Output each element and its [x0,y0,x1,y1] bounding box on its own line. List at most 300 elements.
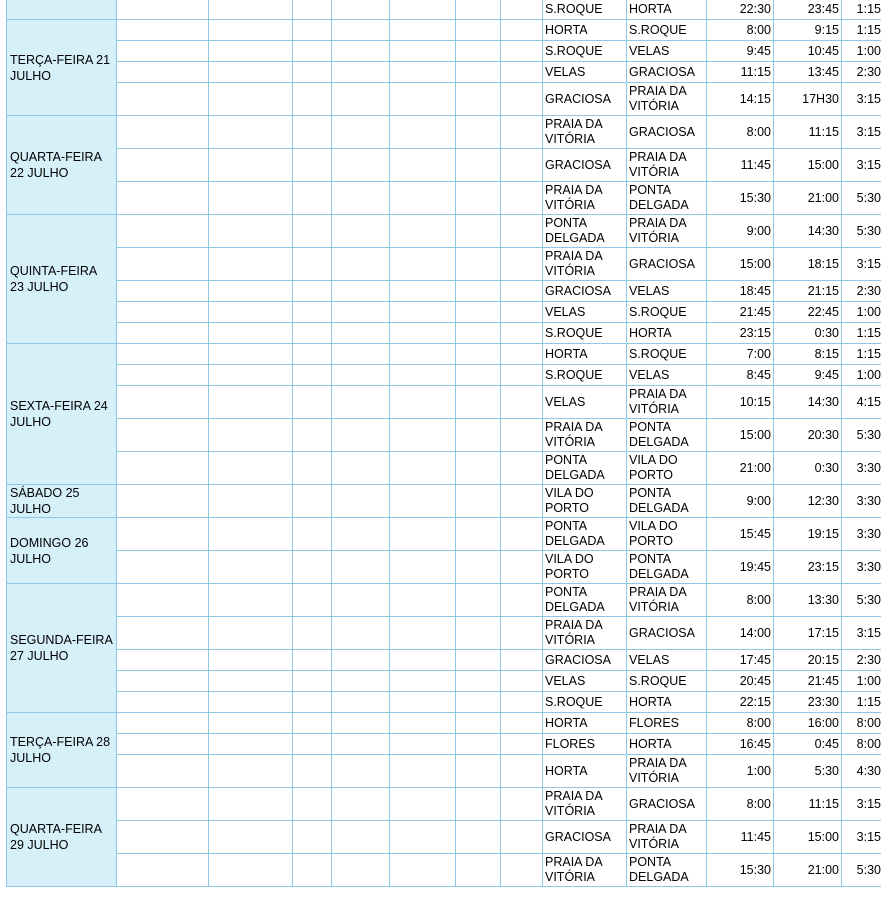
empty-cell [332,485,390,518]
duration-cell: 3:15 [842,149,881,182]
destination-cell: GRACIOSA [627,788,707,821]
table-row [7,419,881,452]
empty-cell [390,551,456,584]
origin-cell: PRAIA DA VITÓRIA [543,617,627,650]
departure-cell: 22:15 [707,692,774,713]
empty-cell [332,452,390,485]
departure-cell: 15:30 [707,854,774,887]
table-row [7,713,881,734]
empty-cell [117,821,209,854]
origin-cell: S.ROQUE [543,692,627,713]
empty-cell [117,584,209,617]
departure-cell: 21:45 [707,302,774,323]
empty-cell [117,62,209,83]
arrival-cell: 21:45 [774,671,842,692]
empty-cell [501,692,543,713]
arrival-cell: 18:15 [774,248,842,281]
empty-cell [293,821,332,854]
empty-cell [501,734,543,755]
empty-cell [209,485,293,518]
empty-cell [390,386,456,419]
origin-cell: PRAIA DA VITÓRIA [543,788,627,821]
arrival-cell: 23:30 [774,692,842,713]
empty-cell [293,182,332,215]
empty-cell [501,584,543,617]
arrival-cell: 21:00 [774,182,842,215]
departure-cell: 11:45 [707,821,774,854]
empty-cell [293,41,332,62]
empty-cell [456,755,501,788]
arrival-cell: 0:30 [774,452,842,485]
empty-cell [332,671,390,692]
destination-cell: PRAIA DA VITÓRIA [627,386,707,419]
empty-cell [293,485,332,518]
origin-cell: GRACIOSA [543,149,627,182]
empty-cell [390,182,456,215]
empty-cell [332,788,390,821]
empty-cell [293,755,332,788]
duration-cell: 1:15 [842,20,881,41]
empty-cell [501,323,543,344]
origin-cell: PRAIA DA VITÓRIA [543,116,627,149]
departure-cell: 20:45 [707,671,774,692]
empty-cell [456,323,501,344]
empty-cell [390,281,456,302]
empty-cell [390,116,456,149]
table-row [7,485,881,518]
empty-cell [390,650,456,671]
empty-cell [456,518,501,551]
origin-cell: PONTA DELGADA [543,215,627,248]
empty-cell [293,62,332,83]
table-row [7,551,881,584]
empty-cell [390,323,456,344]
destination-cell: PRAIA DA VITÓRIA [627,755,707,788]
destination-cell: PONTA DELGADA [627,182,707,215]
empty-cell [456,734,501,755]
origin-cell: PONTA DELGADA [543,518,627,551]
origin-cell: PRAIA DA VITÓRIA [543,248,627,281]
empty-cell [209,755,293,788]
empty-cell [332,41,390,62]
empty-cell [209,584,293,617]
empty-cell [117,215,209,248]
destination-cell: VILA DO PORTO [627,452,707,485]
table-row [7,365,881,386]
empty-cell [209,20,293,41]
empty-cell [501,215,543,248]
empty-cell [117,149,209,182]
empty-cell [456,41,501,62]
duration-cell: 3:30 [842,452,881,485]
empty-cell [209,671,293,692]
departure-cell: 8:00 [707,788,774,821]
empty-cell [293,344,332,365]
table-row [7,83,881,116]
departure-cell: 10:15 [707,386,774,419]
empty-cell [501,755,543,788]
empty-cell [390,365,456,386]
day-cell: SÁBADO 25 JULHO [7,485,117,518]
empty-cell [117,617,209,650]
empty-cell [209,116,293,149]
empty-cell [390,755,456,788]
empty-cell [117,182,209,215]
origin-cell: GRACIOSA [543,650,627,671]
empty-cell [501,419,543,452]
arrival-cell: 15:00 [774,821,842,854]
empty-cell [209,821,293,854]
empty-cell [209,41,293,62]
duration-cell: 1:15 [842,344,881,365]
empty-cell [293,713,332,734]
empty-cell [209,788,293,821]
empty-cell [293,734,332,755]
empty-cell [209,650,293,671]
table-row [7,215,881,248]
departure-cell: 16:45 [707,734,774,755]
origin-cell: PRAIA DA VITÓRIA [543,182,627,215]
day-cell: DOMINGO 26 JULHO [7,518,117,584]
empty-cell [117,248,209,281]
duration-cell: 3:15 [842,617,881,650]
empty-cell [117,485,209,518]
empty-cell [293,302,332,323]
empty-cell [456,692,501,713]
empty-cell [332,62,390,83]
empty-cell [117,419,209,452]
arrival-cell: 17H30 [774,83,842,116]
empty-cell [117,323,209,344]
empty-cell [293,0,332,20]
empty-cell [456,713,501,734]
origin-cell: PONTA DELGADA [543,584,627,617]
empty-cell [390,248,456,281]
empty-cell [390,854,456,887]
duration-cell: 1:00 [842,302,881,323]
departure-cell: 14:15 [707,83,774,116]
arrival-cell: 0:45 [774,734,842,755]
empty-cell [456,83,501,116]
destination-cell: VILA DO PORTO [627,518,707,551]
empty-cell [332,518,390,551]
empty-cell [209,0,293,20]
empty-cell [209,281,293,302]
day-cell: SEGUNDA-FEIRA 27 JULHO [7,584,117,713]
empty-cell [332,617,390,650]
table-row [7,0,881,20]
empty-cell [456,452,501,485]
empty-cell [456,281,501,302]
empty-cell [390,20,456,41]
empty-cell [390,821,456,854]
departure-cell: 8:45 [707,365,774,386]
destination-cell: PRAIA DA VITÓRIA [627,83,707,116]
arrival-cell: 23:15 [774,551,842,584]
duration-cell: 3:15 [842,248,881,281]
origin-cell: GRACIOSA [543,83,627,116]
duration-cell: 2:30 [842,650,881,671]
duration-cell: 5:30 [842,182,881,215]
empty-cell [501,20,543,41]
table-row [7,386,881,419]
empty-cell [209,83,293,116]
origin-cell: HORTA [543,713,627,734]
empty-cell [209,344,293,365]
destination-cell: PONTA DELGADA [627,419,707,452]
empty-cell [117,692,209,713]
empty-cell [390,692,456,713]
empty-cell [456,854,501,887]
arrival-cell: 10:45 [774,41,842,62]
departure-cell: 9:00 [707,215,774,248]
empty-cell [456,62,501,83]
arrival-cell: 5:30 [774,755,842,788]
origin-cell: VELAS [543,62,627,83]
empty-cell [209,854,293,887]
day-cell: QUARTA-FEIRA 29 JULHO [7,788,117,887]
empty-cell [209,365,293,386]
empty-cell [209,62,293,83]
duration-cell: 2:30 [842,62,881,83]
duration-cell: 2:30 [842,281,881,302]
empty-cell [293,20,332,41]
empty-cell [501,386,543,419]
empty-cell [390,83,456,116]
table-row [7,182,881,215]
table-row [7,821,881,854]
duration-cell: 3:15 [842,83,881,116]
empty-cell [332,182,390,215]
destination-cell: HORTA [627,323,707,344]
origin-cell: S.ROQUE [543,41,627,62]
arrival-cell: 12:30 [774,485,842,518]
empty-cell [456,344,501,365]
empty-cell [117,83,209,116]
empty-cell [293,788,332,821]
empty-cell [332,344,390,365]
empty-cell [209,182,293,215]
empty-cell [456,116,501,149]
empty-cell [332,692,390,713]
table-row [7,248,881,281]
origin-cell: PONTA DELGADA [543,452,627,485]
duration-cell: 1:15 [842,0,881,20]
departure-cell: 8:00 [707,20,774,41]
empty-cell [117,0,209,20]
destination-cell: VELAS [627,281,707,302]
destination-cell: S.ROQUE [627,671,707,692]
departure-cell: 9:00 [707,485,774,518]
table-row [7,323,881,344]
empty-cell [117,788,209,821]
day-cell: TERÇA-FEIRA 28 JULHO [7,713,117,788]
departure-cell: 15:00 [707,419,774,452]
empty-cell [293,215,332,248]
duration-cell: 4:15 [842,386,881,419]
table-row [7,116,881,149]
schedule-body [7,0,881,887]
empty-cell [390,518,456,551]
duration-cell: 4:30 [842,755,881,788]
empty-cell [293,386,332,419]
empty-cell [390,671,456,692]
empty-cell [501,62,543,83]
empty-cell [209,323,293,344]
empty-cell [332,650,390,671]
table-row [7,650,881,671]
empty-cell [332,386,390,419]
destination-cell: S.ROQUE [627,20,707,41]
arrival-cell: 16:00 [774,713,842,734]
table-row [7,692,881,713]
empty-cell [501,854,543,887]
duration-cell: 3:15 [842,821,881,854]
empty-cell [456,248,501,281]
arrival-cell: 0:30 [774,323,842,344]
departure-cell: 18:45 [707,281,774,302]
empty-cell [501,41,543,62]
empty-cell [117,20,209,41]
table-row [7,617,881,650]
destination-cell: VELAS [627,41,707,62]
empty-cell [501,281,543,302]
origin-cell: S.ROQUE [543,323,627,344]
departure-cell: 11:15 [707,62,774,83]
empty-cell [209,713,293,734]
empty-cell [332,281,390,302]
origin-cell: PRAIA DA VITÓRIA [543,419,627,452]
arrival-cell: 8:15 [774,344,842,365]
destination-cell: HORTA [627,0,707,20]
empty-cell [390,713,456,734]
duration-cell: 5:30 [842,854,881,887]
empty-cell [456,821,501,854]
destination-cell: PONTA DELGADA [627,854,707,887]
table-row [7,302,881,323]
destination-cell: PRAIA DA VITÓRIA [627,215,707,248]
empty-cell [293,281,332,302]
arrival-cell: 21:00 [774,854,842,887]
empty-cell [456,671,501,692]
empty-cell [209,692,293,713]
destination-cell: VELAS [627,365,707,386]
destination-cell: GRACIOSA [627,62,707,83]
empty-cell [501,182,543,215]
empty-cell [390,734,456,755]
empty-cell [293,323,332,344]
empty-cell [117,854,209,887]
day-cell: SEXTA-FEIRA 24 JULHO [7,344,117,485]
table-row [7,149,881,182]
empty-cell [293,617,332,650]
empty-cell [456,386,501,419]
empty-cell [117,302,209,323]
origin-cell: VELAS [543,671,627,692]
origin-cell: VELAS [543,386,627,419]
empty-cell [501,149,543,182]
empty-cell [456,650,501,671]
origin-cell: HORTA [543,344,627,365]
arrival-cell: 11:15 [774,116,842,149]
empty-cell [332,584,390,617]
empty-cell [390,584,456,617]
departure-cell: 9:45 [707,41,774,62]
origin-cell: GRACIOSA [543,821,627,854]
empty-cell [456,788,501,821]
empty-cell [501,116,543,149]
empty-cell [332,734,390,755]
empty-cell [332,149,390,182]
empty-cell [117,713,209,734]
table-row [7,584,881,617]
empty-cell [209,248,293,281]
departure-cell: 14:00 [707,617,774,650]
empty-cell [293,650,332,671]
destination-cell: S.ROQUE [627,344,707,365]
table-row [7,671,881,692]
departure-cell: 15:30 [707,182,774,215]
empty-cell [117,452,209,485]
empty-cell [456,215,501,248]
table-row [7,452,881,485]
day-cell: QUARTA-FEIRA 22 JULHO [7,116,117,215]
table-row [7,755,881,788]
origin-cell: S.ROQUE [543,365,627,386]
destination-cell: PRAIA DA VITÓRIA [627,149,707,182]
table-row [7,734,881,755]
empty-cell [390,215,456,248]
table-row [7,344,881,365]
empty-cell [501,0,543,20]
arrival-cell: 9:15 [774,20,842,41]
empty-cell [332,713,390,734]
empty-cell [209,518,293,551]
arrival-cell: 20:15 [774,650,842,671]
origin-cell: GRACIOSA [543,281,627,302]
departure-cell: 15:45 [707,518,774,551]
duration-cell: 3:15 [842,116,881,149]
origin-cell: HORTA [543,20,627,41]
empty-cell [390,485,456,518]
origin-cell: S.ROQUE [543,0,627,20]
empty-cell [293,419,332,452]
empty-cell [293,551,332,584]
table-row [7,854,881,887]
empty-cell [501,485,543,518]
empty-cell [117,281,209,302]
empty-cell [390,302,456,323]
origin-cell: PRAIA DA VITÓRIA [543,854,627,887]
duration-cell: 5:30 [842,584,881,617]
empty-cell [456,0,501,20]
empty-cell [332,419,390,452]
destination-cell: PRAIA DA VITÓRIA [627,821,707,854]
destination-cell: FLORES [627,713,707,734]
origin-cell: VILA DO PORTO [543,485,627,518]
empty-cell [332,20,390,41]
empty-cell [117,518,209,551]
destination-cell: S.ROQUE [627,302,707,323]
empty-cell [293,854,332,887]
empty-cell [117,116,209,149]
table-row [7,281,881,302]
duration-cell: 1:00 [842,671,881,692]
arrival-cell: 14:30 [774,215,842,248]
empty-cell [501,302,543,323]
departure-cell: 8:00 [707,584,774,617]
empty-cell [456,20,501,41]
